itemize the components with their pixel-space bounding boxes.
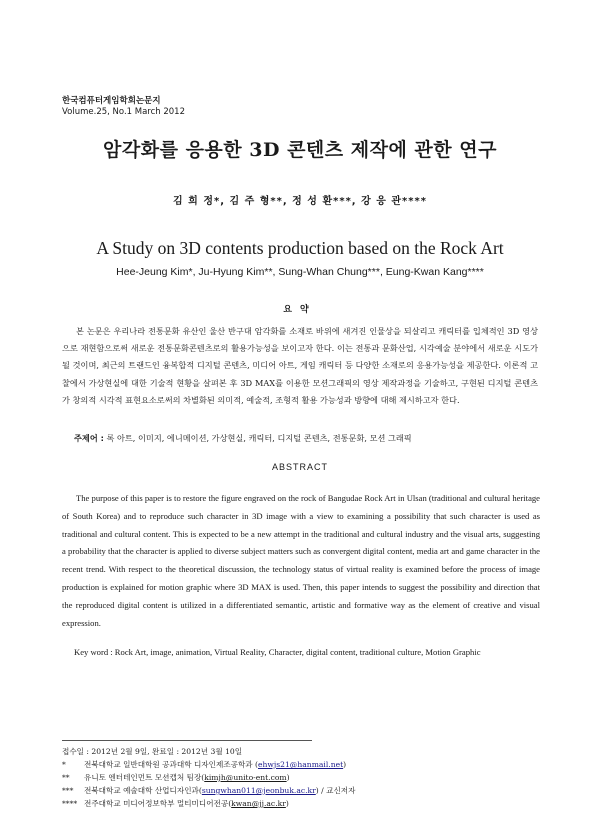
author-1-email-link[interactable]: ehwjs21@hanmail.net bbox=[258, 760, 344, 769]
footnote-author-3 bbox=[62, 784, 355, 797]
footnotes bbox=[62, 745, 355, 810]
footnote-affiliation: 전북대학교 일반대학원 공과대학 디자인제조공학과 ( bbox=[84, 760, 258, 769]
footnote-affiliation: 전주대학교 미디어정보학부 멀티미디어전공( bbox=[84, 799, 232, 808]
journal-volume: Volume.25, No.1 March 2012 bbox=[62, 107, 186, 117]
footnote-author-4 bbox=[62, 797, 355, 810]
footnote-mark: * bbox=[62, 760, 66, 769]
abstract-english-body: The purpose of this paper is to restore the figure engraved on the rock of Bangudae Rock Art in Ulsan (traditional and cultural heritage of South Korea) and to reproduce such character in 3D image with a view to examining a possibility that such character is used as traditional and cultural content. This is expected to be a new attempt in the traditional and cultural industry and the visual arts, suggesting a probability that the character is applied to diverse subject matters such as convergent digital content, media art and game character in the recent trend. With respect to the theoretical discussion, the technology status of virtual reality is examined before the process of image production is explained for motion graphic where 3D MAX is used. Then, this paper intends to suggest the possibility and direction that the reproduced digital content is utilized in a differentiated semantic, artistic and formative way as the element of creative and visual expression. bbox=[62, 493, 540, 628]
footnote-divider bbox=[62, 740, 312, 741]
footnote-close: ) bbox=[286, 773, 290, 782]
authors-english: Hee-Jeung Kim*, Ju-Hyung Kim**, Sung-Whan Chung***, Eung-Kwan Kang**** bbox=[116, 266, 484, 278]
paper-title-korean: 암각화를 응용한 3D 콘텐츠 제작에 관한 연구 bbox=[103, 139, 497, 161]
keywords-korean-list: 록 아트, 이미지, 에니메이션, 가상현실, 캐릭터, 디지털 콘텐츠, 전통문화, 모션 그래픽 bbox=[106, 433, 412, 443]
author-4-email-link[interactable]: kwan@jj.ac.kr bbox=[231, 799, 286, 808]
footnote-author-1 bbox=[62, 758, 355, 771]
footnote-received-date: 접수일 : 2012년 2월 9일, 완료일 : 2012년 3월 10일 bbox=[62, 747, 243, 756]
abstract-korean-heading: 요약 bbox=[283, 305, 317, 315]
footnote-mark: ** bbox=[62, 773, 70, 782]
keywords-english: Key word : Rock Art, image, animation, Virtual Reality, Character, digital content, traditional culture, Motion Graphic bbox=[74, 647, 481, 657]
footnote-affiliation: 전북대학교 예술대학 산업디자인과( bbox=[84, 786, 202, 795]
footnote-mark: **** bbox=[62, 799, 78, 808]
abstract-korean-body: 본 논문은 우리나라 전통문화 유산인 울산 반구대 암각화를 소재로 바위에 새겨진 인물상을 되살리고 캐릭터를 입체적인 3D 영상으로 재현함으로써 새로운 전통문화콘텐츠로의 활용가능성을 보이고자 한다. 이는 전통과 문화산업, 시각예술 분야에서 새로운 시도가 될 것이며, 최근의 트랜드인 융복합적 디지털 콘텐츠, 미디어 아트, 게임 캐릭터 등 다양한 소재로의 응용가능성을 제공한다. 이론적 고찰에서 가상현실에 대한 기술적 현황을 살펴본 후 3D MAX를 이용한 모션그래픽의 영상 제작과정을 기술하고, 구현된 디지털 콘텐츠가 창의적 시각적 표현요소로써의 차별화된 의미적, 예술적, 조형적 활용 가능성과 방향에 대해 제시하고자 한다. bbox=[62, 326, 538, 405]
paper-title-english: A Study on 3D contents production based on the Rock Art bbox=[96, 238, 504, 258]
footnote-close: ) bbox=[343, 760, 347, 769]
footnote-close: ) / 교신저자 bbox=[315, 786, 356, 795]
footnote-close: ) bbox=[285, 799, 289, 808]
footnote-author-2 bbox=[62, 771, 355, 784]
footnote-affiliation: 유니토 엔터테인먼트 모션캡처 팀장( bbox=[84, 773, 205, 782]
journal-header bbox=[62, 96, 185, 118]
journal-name: 한국컴퓨터게임학회논문지 bbox=[62, 96, 161, 106]
authors-korean: 김 희 정*, 김 주 형**, 정 성 환***, 강 응 관**** bbox=[173, 196, 427, 207]
keywords-korean bbox=[74, 433, 412, 444]
author-2-email-link[interactable]: kimjh@unito-ent.com bbox=[204, 773, 287, 782]
author-3-email-link[interactable]: sungwhan011@jeonbuk.ac.kr bbox=[201, 786, 316, 795]
abstract-english-heading: ABSTRACT bbox=[271, 462, 328, 472]
footnote-mark: *** bbox=[62, 786, 74, 795]
keywords-korean-label: 주제어 : bbox=[74, 433, 104, 443]
